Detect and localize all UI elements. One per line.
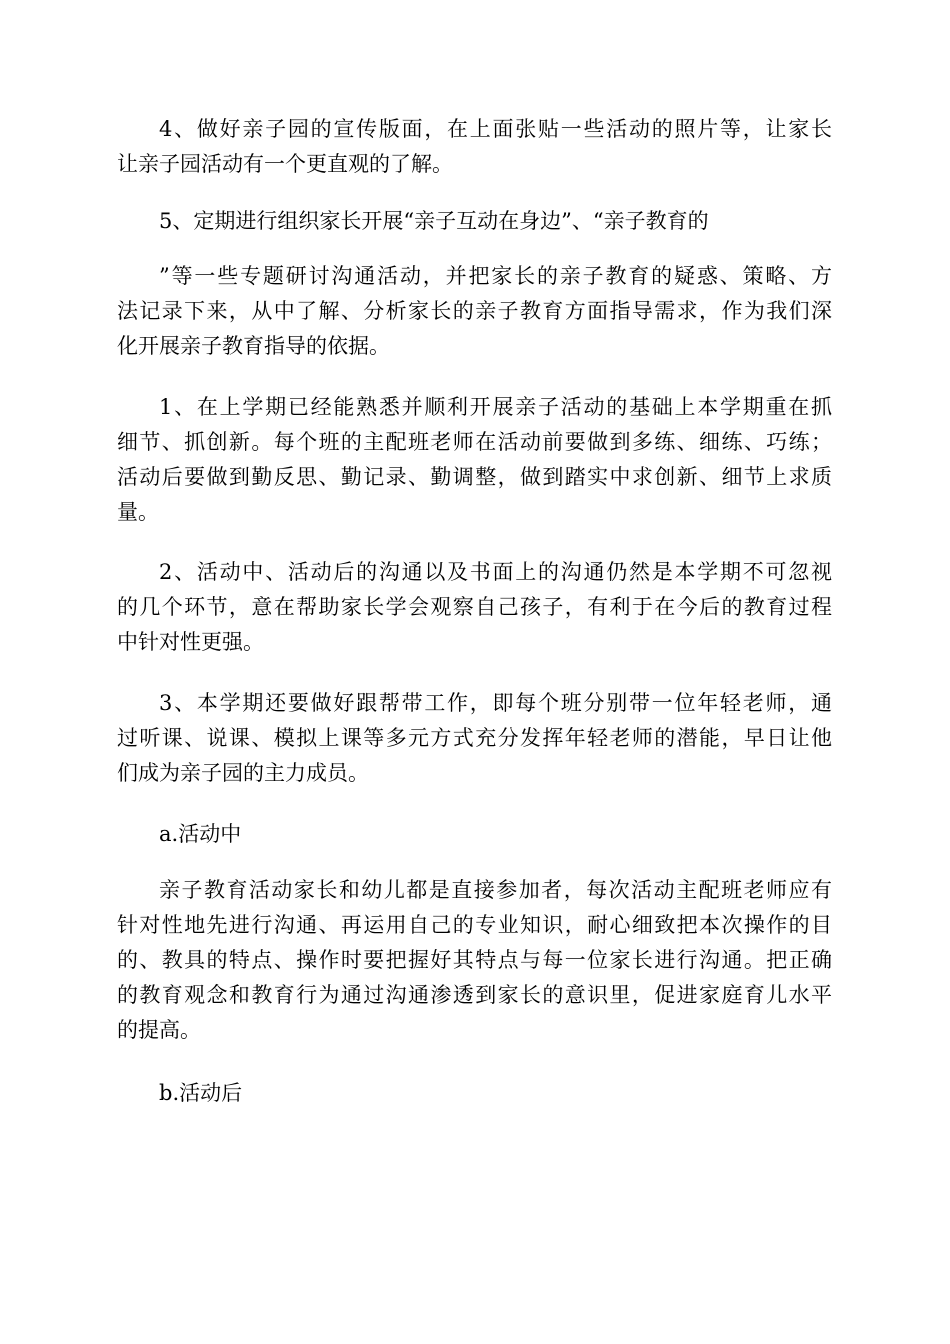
text-line: 亲子教育活动家长和幼儿都是直接参加者，每次活动主配班老师应有 [159,878,832,902]
subheading-after-activity [117,1076,832,1111]
text-line: 化开展亲子教育指导的依据。 [117,334,390,358]
text-line: a.活动中 [159,822,242,846]
text-line: 5、定期进行组织家长开展“亲子互动在身边”、“亲子教育的 [159,209,709,233]
paragraph-item-5 [117,204,832,239]
text-line: 针对性地先进行沟通、再运用自己的专业知识，耐心细致把本次操作的目 [117,913,832,937]
text-line: 2、活动中、活动后的沟通以及书面上的沟通仍然是本学期不可忽视 [159,560,832,584]
paragraph-during-activity [117,873,832,1048]
text-line: 的教育观念和教育行为通过沟通渗透到家长的意识里，促进家庭育儿水平 [117,983,832,1007]
text-line: 的几个环节，意在帮助家长学会观察自己孩子，有利于在今后的教育过程 [117,595,832,619]
paragraph-item-1 [117,390,832,530]
text-line: 活动后要做到勤反思、勤记录、勤调整，做到踏实中求创新、细节上求质 [117,465,832,489]
text-line: ”等一些专题研讨沟通活动，并把家长的亲子教育的疑惑、策略、方 [159,264,832,288]
text-line: 中针对性更强。 [117,630,264,654]
text-line: 细节、抓创新。每个班的主配班老师在活动前要做到多练、细练、巧练； [117,430,832,454]
text-line: 的、教具的特点、操作时要把握好其特点与每一位家长进行沟通。把正确 [117,948,832,972]
paragraph-item-3 [117,686,832,791]
paragraph-item-4 [117,112,832,182]
text-line: 过听课、说课、模拟上课等多元方式充分发挥年轻老师的潜能，早日让他 [117,726,832,750]
paragraph-item-2 [117,555,832,660]
text-line: 们成为亲子园的主力成员。 [117,761,369,785]
text-line: 量。 [117,500,159,524]
text-line: 法记录下来，从中了解、分析家长的亲子教育方面指导需求，作为我们深 [117,299,832,323]
text-line: 1、在上学期已经能熟悉并顺利开展亲子活动的基础上本学期重在抓 [159,395,832,419]
paragraph-item-5-continued [117,259,832,364]
text-line: 的提高。 [117,1018,201,1042]
subheading-during-activity [117,817,832,852]
text-line: b.活动后 [159,1081,243,1105]
text-line: 让亲子园活动有一个更直观的了解。 [117,152,453,176]
text-line: 3、本学期还要做好跟帮带工作，即每个班分别带一位年轻老师，通 [159,691,832,715]
text-line: 4、做好亲子园的宣传版面，在上面张贴一些活动的照片等，让家长 [159,117,832,141]
